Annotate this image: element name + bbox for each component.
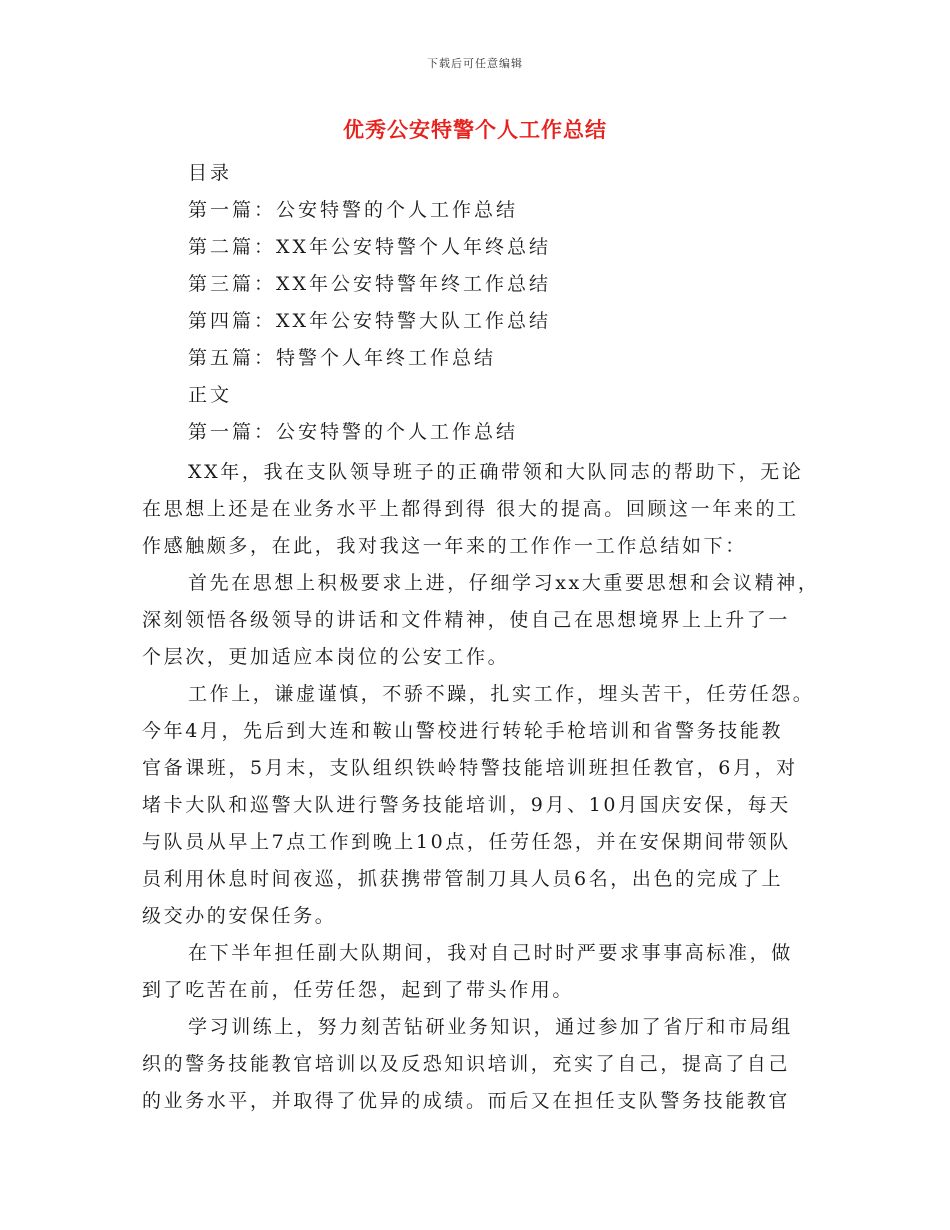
toc-item: 第一篇：公安特警的个人工作总结	[188, 199, 519, 221]
toc-item: 第三篇：XX年公安特警年终工作总结	[188, 273, 552, 295]
paragraph	[142, 676, 822, 935]
paragraph-line: 员利用休息时间夜巡，抓获携带管制刀具人员6名，出色的完成了上	[142, 868, 784, 890]
table-of-contents	[188, 158, 828, 454]
document-title: 优秀公安特警个人工作总结	[343, 118, 607, 142]
toc-item: 第四篇：XX年公安特警大队工作总结	[188, 310, 552, 332]
paragraph-line: XX年，我在支队领导班子的正确带领和大队同志的帮助下，无论	[188, 461, 804, 483]
paragraph-line: 工作上，谦虚谨慎，不骄不躁，扎实工作，埋头苦干，任劳任怨。	[188, 683, 815, 705]
paragraph-line: 首先在思想上积极要求上进，仔细学习xx大重要思想和会议精神，	[188, 572, 820, 594]
paragraph-line: 学习训练上，努力刻苦钻研业务知识，通过参加了省厅和市局组	[188, 1016, 793, 1038]
toc-item: 第五篇：特警个人年终工作总结	[188, 347, 497, 369]
paragraph-line: 深刻领悟各级领导的讲话和文件精神，使自己在思想境界上上升了一	[142, 609, 791, 631]
paragraph	[142, 1009, 822, 1120]
paragraph-line: 与队员从早上7点工作到晚上10点，任劳任怨，并在安保期间带领队	[142, 831, 791, 853]
toc-item: 第二篇：XX年公安特警个人年终总结	[188, 236, 552, 258]
paragraph-line: 级交办的安保任务。	[142, 905, 337, 927]
body-text	[142, 454, 822, 1120]
paragraph-line: 到了吃苦在前，任劳任怨，起到了带头作用。	[142, 979, 575, 1001]
paragraph	[142, 454, 822, 565]
paragraph	[142, 935, 822, 1009]
paragraph-line: 作感触颇多，在此，我对我这一年来的工作作一工作总结如下：	[142, 535, 747, 557]
paragraph-line: 在下半年担任副大队期间，我对自己时时严要求事事高标准，做	[188, 942, 793, 964]
paragraph-line: 个层次，更加适应本岗位的公安工作。	[142, 646, 510, 668]
body-heading: 正文	[188, 384, 233, 406]
paragraph-line: 今年4月，先后到大连和鞍山警校进行转轮手枪培训和省警务技能教	[142, 720, 784, 742]
paragraph-line: 织的警务技能教官培训以及反恐知识培训，充实了自己，提高了自己	[142, 1053, 791, 1075]
paragraph	[142, 565, 822, 676]
toc-heading: 目录	[188, 162, 233, 184]
paragraph-line: 堵卡大队和巡警大队进行警务技能培训，9月、10月国庆安保，每天	[142, 794, 791, 816]
paragraph-line: 在思想上还是在业务水平上都得到得 很大的提高。回顾这一年来的工	[142, 498, 799, 520]
paragraph-line: 的业务水平，并取得了优异的成绩。而后又在担任支队警务技能教官	[142, 1090, 791, 1112]
header-note: 下载后可任意编辑	[427, 57, 523, 70]
paragraph-line: 官备课班，5月末，支队组织铁岭特警技能培训班担任教官，6月，对	[142, 757, 798, 779]
section-title: 第一篇：公安特警的个人工作总结	[188, 421, 519, 443]
